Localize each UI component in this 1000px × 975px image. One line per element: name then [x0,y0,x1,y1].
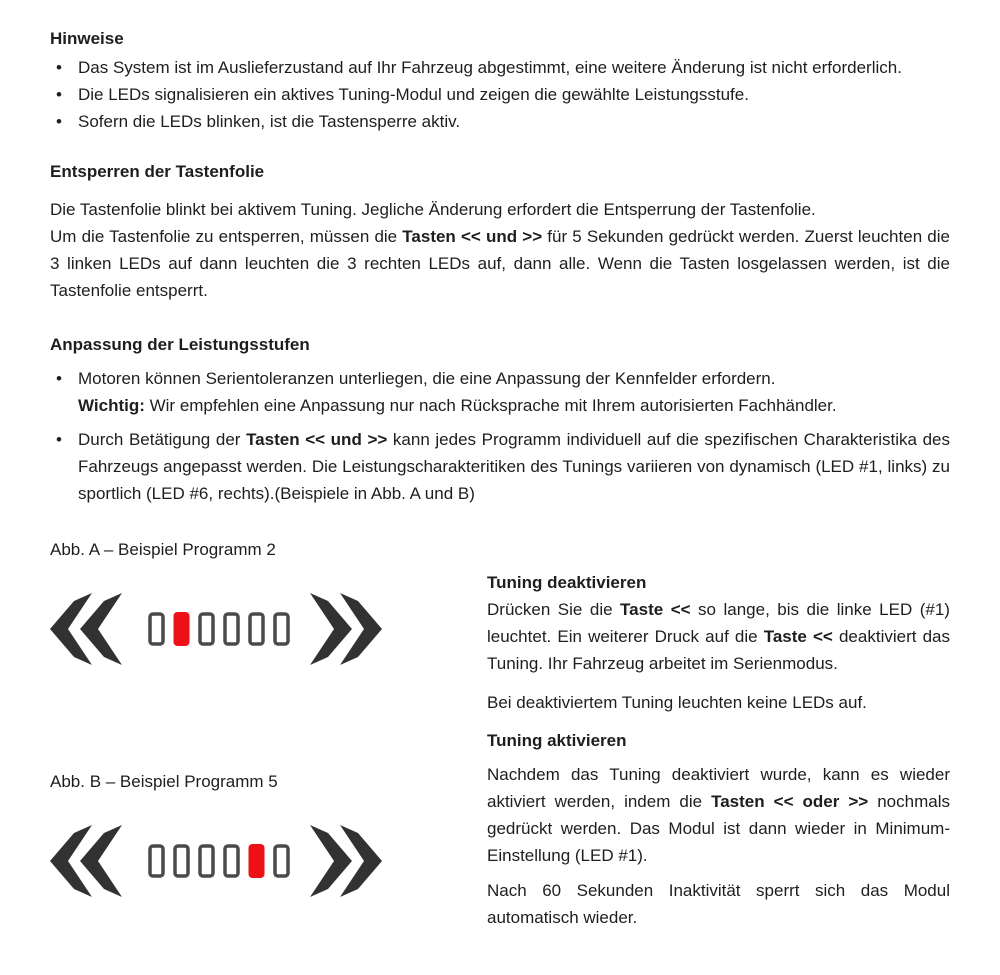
led-indicator-off [275,846,288,876]
list-item [50,54,950,81]
paragraph: Die Tastenfolie blinkt bei aktivem Tuning. Jegliche Änderung erfordert die Entsperrung der Tastenfolie. [50,200,816,219]
list-item [50,108,950,135]
bullet-icon: • [56,369,62,388]
bullet-icon: • [56,58,62,77]
anpassung-list [50,365,950,507]
chevron-left-icon [80,593,122,665]
heading-entsperren: Entsperren der Tastenfolie [50,162,265,181]
paragraph: Nach 60 Sekunden Inaktivität sperrt sich das Modul automatisch wieder. [487,881,950,927]
bullet-icon: • [56,85,62,104]
chevron-right-icon [310,825,352,897]
led-indicator-off [150,846,163,876]
bottom-two-column-area [50,536,950,931]
led-display-b [50,821,487,901]
led-indicator-active [174,612,190,646]
list-item-text: Das System ist im Auslieferzustand auf Ihr Fahrzeug abgestimmt, eine weitere Änderung ist nicht erforderlich. [78,58,902,77]
led-indicator-off [250,614,263,644]
list-item-text: Die LEDs signalisieren ein aktives Tuning-Modul und zeigen die gewählte Leistungsstufe. [78,85,749,104]
led-indicator-off [225,846,238,876]
paragraph: Nachdem das Tuning deaktiviert wurde, kann es wieder aktiviert werden, indem die Tasten << oder >> nochmals gedrückt werden. Das Modul ist dann wieder in Minimum-Einstellung (LED #1). [487,765,950,865]
paragraph: Um die Tastenfolie zu entsperren, müssen die Tasten << und >> für 5 Sekunden gedrückt werden. Zuerst leuchten die 3 linken LEDs auf dann leuchten die 3 rechten LEDs auf, dann alle. Wenn die Tasten losgelassen werden, ist die Tastenfolie entsperrt. [50,227,950,300]
hinweise-list [50,54,950,135]
figure-b-label: Abb. B – Beispiel Programm 5 [50,772,278,791]
led-indicator-active [249,844,265,878]
section-hinweise [50,25,950,135]
led-indicator-off [200,846,213,876]
heading-anpassung: Anpassung der Leistungsstufen [50,335,310,354]
heading-tuning-aktivieren: Tuning aktivieren [487,731,627,750]
paragraph: Bei deaktiviertem Tuning leuchten keine LEDs auf. [487,693,867,712]
led-indicator-off [150,614,163,644]
paragraph: Drücken Sie die Taste << so lange, bis die linke LED (#1) leuchtet. Ein weiterer Druck auf die Taste << deaktiviert das Tuning. Ihr Fahrzeug arbeitet im Serienmodus. [487,600,950,673]
led-indicator-off [225,614,238,644]
list-item-text: Sofern die LEDs blinken, ist die Tastensperre aktiv. [78,112,461,131]
list-item-text: Durch Betätigung der Tasten << und >> kann jedes Programm individuell auf die spezifischen Charakteristika des Fahrzeugs angepasst werden. Die Leistungscharakteritiken des Tunings variieren von dynamisch (LED #1, links) zu sportlich (LED #6, rechts).(Beispiele in Abb. A und B) [78,430,950,503]
figure-a-label: Abb. A – Beispiel Programm 2 [50,540,276,559]
list-item [50,365,950,419]
figure-b [50,768,487,901]
led-indicator-off [275,614,288,644]
led-display-a [50,589,487,669]
led-display-graphic [50,821,382,901]
heading-tuning-deaktivieren: Tuning deaktivieren [487,573,647,592]
entsperren-paragraphs [50,196,950,304]
chevron-left-icon [80,825,122,897]
heading-hinweise: Hinweise [50,29,124,48]
tuning-column [487,536,950,931]
section-anpassung [50,331,950,507]
led-indicator-off [175,846,188,876]
list-item [50,426,950,507]
figure-a [50,536,487,669]
chevron-right-icon [310,593,352,665]
list-item [50,81,950,108]
led-display-graphic [50,589,382,669]
list-item-text: Motoren können Serientoleranzen unterliegen, die eine Anpassung der Kennfelder erfordern. Wichtig: Wir empfehlen eine Anpassung nur nach Rücksprache mit Ihrem autorisierten Fachhändler. [78,369,837,415]
led-indicator-off [200,614,213,644]
bullet-icon: • [56,430,62,449]
figures-column [50,536,487,931]
section-entsperren [50,158,950,304]
bullet-icon: • [56,112,62,131]
